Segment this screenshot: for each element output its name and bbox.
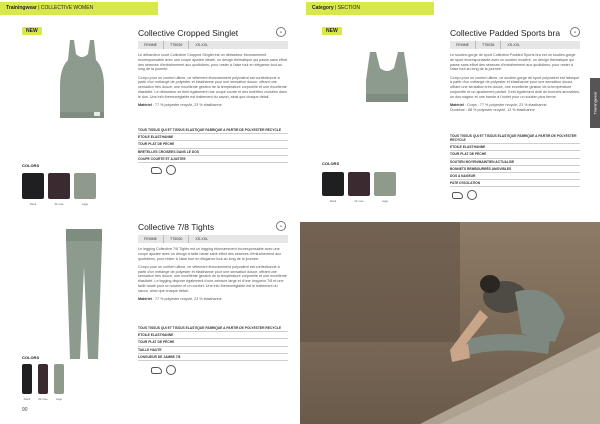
list-item: TAILLE HAUTE (138, 347, 288, 354)
list-item: PATE D'ISOLATION (450, 180, 580, 187)
header-brand: Trainingwear (6, 5, 37, 11)
list-item: DOS A NAGEUR (450, 173, 580, 180)
swatch-label: sage (381, 199, 389, 203)
list-item: SOUTIEN MOYEN/MAINTIEN ACTUALISE (450, 159, 580, 166)
swatch-label: black (29, 202, 37, 206)
cloud-icon (151, 167, 162, 174)
colors-label: COLORS (322, 161, 340, 166)
page-header: Trainingwear | COLLECTIVE WOMEN (0, 2, 158, 15)
list-item: BONNETS REMBOURRÉS AMOVIBLES (450, 166, 580, 173)
colors-label: COLORS (22, 163, 40, 168)
recycle-icon (467, 190, 477, 200)
right-page (300, 0, 600, 424)
product-meta: FEMME TT6039 XS-XXL (138, 41, 288, 49)
list-item: ETOILE ELASTHANNE (450, 144, 580, 151)
swatch-label: dk rose (38, 397, 48, 401)
list-item: LONGUEUR DE JAMBE 7/8 (138, 354, 288, 361)
color-swatch-dk-rose[interactable] (348, 172, 370, 196)
product-title-singlet: Collective Cropped Singlet (138, 28, 239, 38)
recycle-icon (166, 365, 176, 375)
feature-list (138, 127, 288, 163)
product-title-sports-bra: Collective Padded Sports bra (450, 28, 561, 38)
list-item: TOUR PLAT DE PÉCHE (138, 339, 288, 346)
color-swatch-dk-rose[interactable] (48, 173, 70, 199)
swatch-label: dk rose (54, 202, 64, 206)
eco-badge-icon: ♻ (570, 27, 580, 37)
header-category: Category (312, 5, 334, 11)
eco-badge-icon: ♻ (276, 221, 286, 231)
product-description: Le débardeur court Collective Cropped Singlet est un débardeur étonnamment écoresponsable avec une coupe ajustée idéale, un design thématique qui passe sans effort des séances d'entraînement aux quotidiens, pour rester à l'aise tout en élégance tout au long de la journée. Conçu pour un confort ultime, ce vêtement étonnamment polyvalent est confectionné à partir d'un mélange de polyester et élasthanne pour une sensation douce, offrant une sensation très douce, une excellente gestion de la température corporelle et une excellente élasticité. Le débardeur se tient également une coupe courte et des bretelles croisées dans le dos. Une info thermoréglable est traitement du savon, ainsi que chaque détail. Matériel : 77 % polyester recyclé, 23 % élasthanne (138, 53, 288, 108)
list-item: TOUR PLAT DE PÉCHE (450, 151, 580, 158)
color-swatch-black[interactable] (22, 173, 44, 199)
color-swatch-sage[interactable] (54, 364, 64, 394)
list-item: TOUS TISSUS QUI ET TISSUS ELASTIQUE FABRIQUE A PARTIR DE POLYESTER RECYCLE (138, 127, 288, 134)
care-icons (151, 165, 176, 175)
feature-list (450, 133, 580, 187)
swatch-label: sage (81, 202, 89, 206)
product-meta: FEMME TT6038 XS-XXL (450, 41, 580, 49)
singlet-image (52, 38, 112, 123)
lifestyle-photo (300, 222, 600, 424)
product-title-tights: Collective 7/8 Tights (138, 222, 215, 232)
list-item: ETOILE ELASTHANNE (138, 332, 288, 339)
swatch-label: black (23, 397, 31, 401)
colors-label: COLORS (22, 355, 40, 360)
cloud-icon (452, 192, 463, 199)
product-description: Le soutien-gorge de sport Collective Padded Sports bra est un soutien-gorge de sport écoresponsable avec un soutien modéré, un design thématique qui passe sans effort des séances d'entraînement aux quotidiens, pour rester à l'aise tout au long de la journée. Conçu pour un confort ultime, ce soutien-gorge de sport polyvalent est fabriqué à partir d'un mélange de polyester et élasthanne pour une sensation douce, offrant une sensation très douce, une excellente gestion de la température corporelle et un ajustement parfait. Il est également doté de bonnets amovibles, un dos nageur et une bande à l'ourlet pour un soutien plus ferme. Matériel : Corps : 77 % polyester recyclé, 23 % élasthanne Doublure : 88 % polyester recyclé, 12 % élasthanne (450, 53, 580, 112)
color-swatch-sage[interactable] (374, 172, 396, 196)
color-swatch-sage[interactable] (74, 173, 96, 199)
product-description: Le legging Collective 7/8 Tights est un legging étonnamment écoresponsable avec une coupe ajustée avec un design à taille haute sans effort des séances d'entraînement aux quotidiens, pour rester à l'aise tout en élégance tout au long de la journée. Conçu pour un confort ultime, ce vêtement étonnamment polyvalent est confectionné à partir d'un mélange de polyester et élasthanne pour une sensation douce, offrant une sensation très douce, une excellente gestion de la température corporelle et une excellente élasticité. Le legging dispose également d'une ceinture large et d'une longueur 7/8 et une taille haute pour un soutien et un confort. Une info thermoréglable est le traitement du savon, ainsi que chaque détail. Matériel : 77 % polyester recyclé, 23 % élasthanne (138, 247, 287, 302)
list-item: TOUR PLAT DE PÉCHE (138, 141, 288, 148)
list-item: TOUS TISSUS QUI ET TISSUS ELASTIQUE FABRIQUE A PARTIR DE POLYESTER RECYCLE (450, 133, 580, 144)
tights-image (62, 227, 106, 362)
list-item: COUPE COURTE ET AJUSTEE (138, 156, 288, 163)
care-icons (452, 190, 477, 200)
sports-bra-image (362, 50, 412, 105)
list-item: TOUS TISSUS QUI ET TISSUS ELASTIQUE FABRIQUE A PARTIR DE POLYESTER RECYCLE (138, 325, 288, 332)
list-item: BRETELLES CROISEES DANS LE DOS (138, 149, 288, 156)
header-section: COLLECTIVE WOMEN (40, 5, 94, 11)
header-section: SECTION (337, 5, 360, 11)
page-header: Category | SECTION (306, 2, 434, 15)
care-icons (151, 365, 176, 375)
swatch-label: sage (55, 397, 63, 401)
color-swatch-black[interactable] (22, 364, 32, 394)
new-badge: NEW (22, 27, 42, 35)
new-badge: NEW (322, 27, 342, 35)
product-meta: FEMME TT6030 XS-XXL (138, 235, 288, 243)
color-swatch-black[interactable] (322, 172, 344, 196)
feature-list (138, 325, 288, 361)
cloud-icon (151, 367, 162, 374)
eco-badge-icon: ♻ (276, 27, 286, 37)
list-item: ETOILE ELASTHANNE (138, 134, 288, 141)
color-swatch-dk-rose[interactable] (38, 364, 48, 394)
swatch-label: dk rose (354, 199, 364, 203)
side-tab[interactable]: Trainingwear (590, 78, 600, 128)
swatch-label: black (329, 199, 337, 203)
page-number: 90 (22, 407, 28, 413)
recycle-icon (166, 165, 176, 175)
